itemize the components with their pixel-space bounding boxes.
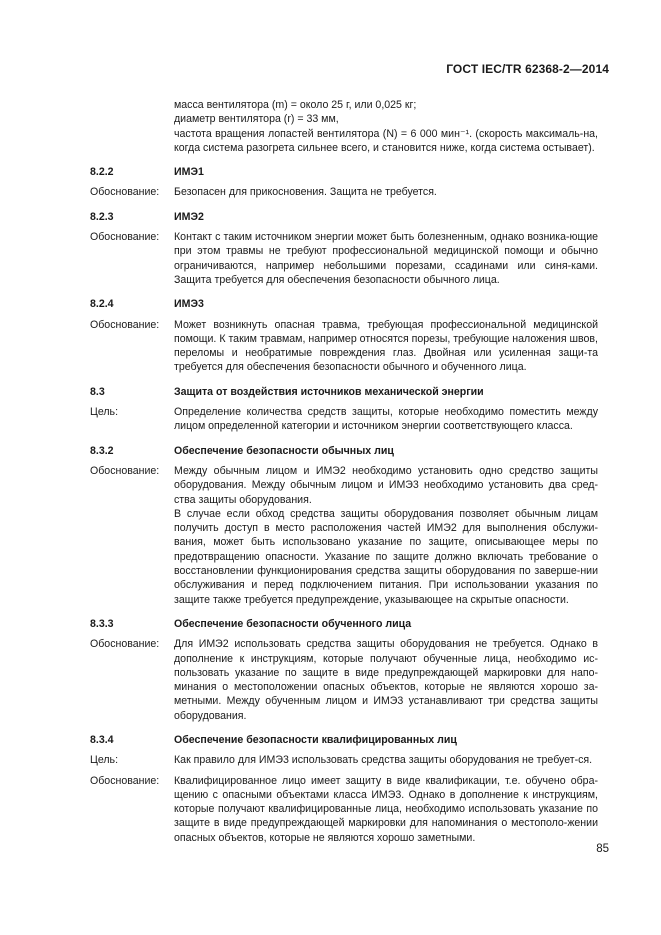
paragraph-text: В случае если обход средства защиты оборудования позволяет обычным лицам получить доступ в место расположения частей ИМЭ2 для выполнения обслужи-вания, может быть использовано указание по защите, описывающее меры по предотвращению опасности. Указание по защите должно включать требование о восстановлении функционирования средства защиты оборудования по заверше-нии обслуживания и перед подключением питания. При использовании указания по защите также требуется предупреждение, указывающее на скрытые опасности. xyxy=(174,507,598,606)
paragraph-text: Определение количества средств защиты, которые необходимо поместить между лицом определенной категории и источником энергии соответствующего класса. xyxy=(174,406,598,433)
paragraph-body xyxy=(174,185,598,199)
paragraph-label: Обоснование: xyxy=(90,318,160,331)
section-title: ИМЭ2 xyxy=(174,210,204,223)
document-id: ГОСТ IEC/TR 62368-2—2014 xyxy=(446,62,609,76)
section-paragraph xyxy=(90,230,598,287)
section-title: ИМЭ3 xyxy=(174,298,204,311)
section-heading xyxy=(90,165,598,179)
section-paragraph xyxy=(90,464,598,607)
section-number: 8.3 xyxy=(90,385,105,398)
sections xyxy=(90,165,598,845)
section-number: 8.2.2 xyxy=(90,166,114,179)
section-paragraph xyxy=(90,405,598,434)
section-title: Обеспечение безопасности обычных лиц xyxy=(174,444,394,457)
fan-mass-line: масса вентилятора (m) = около 25 г, или 0,025 кг; xyxy=(174,99,417,111)
fan-speed-line: частота вращения лопастей вентилятора (N) = 6 000 мин⁻¹. (скорость максималь-на, когда система разогрета сильнее всего, и становится ниже, когда система остывает). xyxy=(174,127,598,154)
page-number: 85 xyxy=(596,843,609,855)
section-heading xyxy=(90,733,598,747)
paragraph-body xyxy=(174,637,598,723)
page-content xyxy=(90,98,598,845)
paragraph-label: Цель: xyxy=(90,406,119,419)
section-paragraph xyxy=(90,774,598,845)
paragraph-text: Контакт с таким источником энергии может быть болезненным, однако возника-ющие при этом травмы не требуют профессиональной медицинской помощи и обычно ограничиваются, например небольшими порезами, ссадинами или синя-ками. Защита требуется для обеспечения безопасности обычного лица. xyxy=(174,231,598,286)
fan-diameter-line: диаметр вентилятора (r) = 33 мм, xyxy=(174,113,339,126)
section-title: Обеспечение безопасности квалифицированных лиц xyxy=(174,733,457,746)
section-title: Защита от воздействия источников механической энергии xyxy=(174,385,484,398)
paragraph-text: Для ИМЭ2 использовать средства защиты оборудования не требуется. Однако в дополнение к инструкциям, которые получают обученные лица, необходимо ис-пользовать указание по защите в виде предупреждающей маркировки для напо-минания о местоположении опасных объектов, которые не являются хорошо за-метными. Между обученным лицом и ИМЭ3 устанавливают три средства защиты оборудования. xyxy=(174,638,598,722)
section-paragraph xyxy=(90,185,598,199)
paragraph-label: Цель: xyxy=(90,754,119,767)
paragraph-label: Обоснование: xyxy=(90,638,160,651)
section-title: Обеспечение безопасности обученного лица xyxy=(174,617,412,630)
section-number: 8.2.4 xyxy=(90,298,114,311)
paragraph-body xyxy=(174,464,598,607)
paragraph-body xyxy=(174,318,598,375)
paragraph-body xyxy=(174,230,598,287)
paragraph-text: Между обычным лицом и ИМЭ2 необходимо установить одно средство защиты оборудования. Между обычным лицом и ИМЭ3 необходимо установить два сред-ства защиты оборудования. xyxy=(174,464,598,506)
section-heading xyxy=(90,385,598,399)
fan-parameters xyxy=(90,98,598,155)
paragraph-label: Обоснование: xyxy=(90,774,160,787)
section-heading xyxy=(90,297,598,311)
paragraph-body xyxy=(174,405,598,434)
paragraph-text: Безопасен для прикосновения. Защита не требуется. xyxy=(174,186,437,199)
paragraph-body xyxy=(174,774,598,845)
section-heading xyxy=(90,444,598,458)
section-paragraph xyxy=(90,637,598,723)
section-paragraph xyxy=(90,753,598,767)
paragraph-body xyxy=(174,753,598,767)
paragraph-label: Обоснование: xyxy=(90,186,160,199)
paragraph-text: Квалифицированное лицо имеет защиту в виде квалификации, т.е. обучено обра-щению с опасными объектами класса ИМЭ3. Однако в дополнение к инструкциям, которые получают квалифицированные лица, необходимо использовать указание по защите в виде предупреждающей маркировки для напоминания о местополо-жении опасных объектов, которые не являются хорошо заметными. xyxy=(174,774,598,844)
section-number: 8.3.4 xyxy=(90,733,114,746)
paragraph-label: Обоснование: xyxy=(90,231,160,244)
section-paragraph xyxy=(90,318,598,375)
section-heading xyxy=(90,210,598,224)
paragraph-label: Обоснование: xyxy=(90,464,160,477)
section-heading xyxy=(90,617,598,631)
section-number: 8.3.2 xyxy=(90,444,114,457)
paragraph-text: Может возникнуть опасная травма, требующая профессиональной медицинской помощи. К таким травмам, например относятся порезы, требующие наложения швов, переломы и необратимые повреждения глаз. Двойная или усиленная защи-та требуется для обеспечения безопасности обычного и обученного лица. xyxy=(174,318,598,374)
section-number: 8.2.3 xyxy=(90,210,114,223)
section-title: ИМЭ1 xyxy=(174,166,204,179)
paragraph-text: Как правило для ИМЭ3 использовать средства защиты оборудования не требует-ся. xyxy=(174,754,593,767)
section-number: 8.3.3 xyxy=(90,617,114,630)
